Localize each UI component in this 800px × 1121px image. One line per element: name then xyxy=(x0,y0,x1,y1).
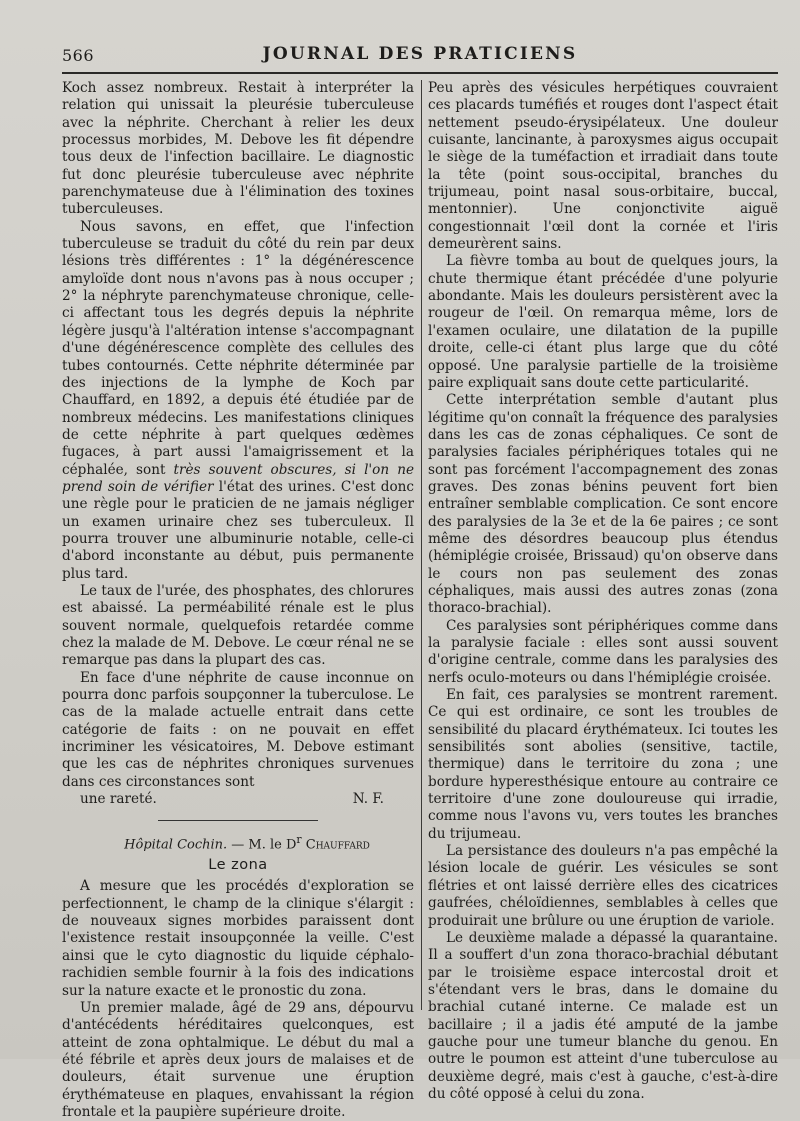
paragraph: Un premier malade, âgé de 29 ans, dépourvu d'antécédents héréditaires quelconques, est atteint de zona ophtalmique. Le début du mal a été fébrile et après deux jours de malaises et de douleurs, était survenue une éruption érythémateuse en plaques, envahissant la région frontale et la paupière supérieure droite. xyxy=(62,999,414,1120)
journal-title: JOURNAL DES PRATICIENS xyxy=(262,44,578,64)
byline-superscript: r xyxy=(296,833,302,847)
paragraph: Ces paralysies sont périphériques comme dans la paralysie faciale : elles sont aussi souvent d'origine centrale, comme dans les paralysies des nerfs oculo-moteurs ou dans l'hémiplégie croisée. xyxy=(428,617,778,686)
italic-text: très souvent obscures, si l'on ne prend soin de vérifier xyxy=(62,461,414,495)
article-title: Le zona xyxy=(208,857,268,874)
page-number: 566 xyxy=(62,46,95,65)
header-rule xyxy=(62,72,778,74)
page-header xyxy=(62,44,778,68)
paragraph: En face d'une néphrite de cause inconnue on pourra donc parfois soupçonner la tuberculose. Le cas de la malade actuelle entrait dans cette catégorie de faits : on ne pouvait en effet incriminer les vésicatoires, M. Debove estimant que les cas de néphrites chroniques survenues dans ces circonstances sont xyxy=(62,669,414,790)
left-column xyxy=(62,80,415,1120)
paragraph: Le deuxième malade a dépassé la quarantaine. Il a souffert d'un zona thoraco-brachial débutant par le troisième espace intercostal droit et s'étendant vers le bras, dans le domaine du brachial cutané interne. Ce malade est un bacillaire ; il a jadis été amputé de la jambe gauche pour une tumeur blanche du genou. En outre le poumon est atteint d'une tuberculose au deuxième degré, mais c'est à gauche, c'est-à-dire du côté opposé à celui du zona. xyxy=(428,929,778,1102)
paragraph: Le taux de l'urée, des phosphates, des chlorures est abaissé. La perméabilité rénale est le plus souvent normale, quelquefois retardée comme chez la malade de M. Debove. Le cœur rénal ne se remarque pas dans la plupart des cas. xyxy=(62,582,414,669)
paragraph: Cette interprétation semble d'autant plus légitime qu'on connaît la fréquence des paralysies dans les cas de zonas céphaliques. Ce sont de paralysies faciales périphériques totales qui ne sont pas forcément l'accompagnement des zonas graves. Des zonas bénins peuvent fort bien entraîner semblable complication. Ce sont encore des paralysies de la 3e et de la 6e paires ; ce sont même des désordres beaucoup plus étendus (hémiplégie croisée, Brissaud) qu'on observe dans le cours non pas seulement des zonas céphaliques, mais aussi des autres zonas (zona thoraco-brachial). xyxy=(428,392,778,617)
hospital-name: Hôpital Cochin. xyxy=(124,837,228,853)
paragraph xyxy=(62,219,414,583)
text-run: l'état des urines. C'est donc une règle pour le praticien de ne jamais négliger un examen urinaire chez ses tuberculeux. Il pourra trouver une albuminurie notable, celle-ci d'abord inconstante au début, puis permanente plus tard. xyxy=(62,478,415,582)
byline-prefix: — M. le D xyxy=(231,837,297,853)
text-run: Nous savons, en effet, que l'infection tuberculeuse se traduit du côté du rein par deux lésions très différentes : 1° la dégénérescence amyloïde dont nous n'avons pas à nous occuper ; 2° la néphryte parenchymateuse chronique, celle-ci affectant tous les degrés depuis la néphrite légère jusqu'à l'altération intense s'accompagnant d'une dégénérescence complète des cellules des tubes contournés. Cette néphrite déterminée par des injections de la lymphe de Koch par Chauffard, en 1892, a depuis été étudiée par de nombreux médecins. Les manifestations cliniques de cette néphrite à part quelques œdèmes fugaces, à part aussi l'amaigrissement et la céphalée, sont xyxy=(62,218,414,478)
author-name: Chauffard xyxy=(305,837,370,853)
right-column xyxy=(428,80,778,1102)
paragraph: A mesure que les procédés d'exploration se perfectionnent, le champ de la clinique s'élargit : de nouveaux signes morbides paraissent dont l'existence restait insoupçonnée la veille. C'est ainsi que le cyto diagnostic du liquide céphalo-rachidien semble fournir à la fois des indications sur la nature exacte et le pronostic du zona. xyxy=(62,878,414,999)
article-byline xyxy=(62,831,414,854)
paragraph: La persistance des douleurs n'a pas empêché la lésion locale de guérir. Les vésicules se sont flétries et ont laissé derrière elles des cicatrices gaufrées, chéloïdiennes, semblables à celles que produirait une brûlure ou une éruption de variole. xyxy=(428,843,778,929)
author-signature: N. F. xyxy=(352,791,384,808)
paragraph: Peu après des vésicules herpétiques couvraient ces placards tuméfiés et rouges dont l'aspect était nettement pseudo-érysipélateux. Une douleur cuisante, lancinante, à paroxysmes aigus occupait le siège de la tuméfaction et irradiait dans toute la tête (point sous-occipital, branches du trijumeau, point nasal sous-orbitaire, buccal, mentonnier). Une conjonctivite aiguë congestionnait l'œil dont la cornée et l'iris demeurèrent sains. xyxy=(428,80,778,253)
paragraph-end-with-signature xyxy=(62,791,414,808)
text-run: une rareté. xyxy=(80,791,157,808)
paragraph: Koch assez nombreux. Restait à interpréter la relation qui unissait la pleurésie tuberculeuse avec la néphrite. Cherchant à relier les deux processus morbides, M. Debove les fit dépendre tous deux de l'infection bacillaire. Le diagnostic fut donc pleurésie tuberculeuse avec néphrite parenchymateuse due à l'élimination des toxines tuberculeuses. xyxy=(62,80,414,218)
section-divider xyxy=(158,820,318,821)
paragraph: La fièvre tomba au bout de quelques jours, la chute thermique étant précédée d'une polyurie abondante. Mais les douleurs persistèrent avec la rougeur de l'œil. On remarqua même, lors de l'examen oculaire, une dilatation de la pupille droite, celle-ci étant plus large que du côté opposé. Une paralysie partielle de la troisième paire expliquait sans doute cette particularité. xyxy=(428,253,778,391)
paragraph: En fait, ces paralysies se montrent rarement. Ce qui est ordinaire, ce sont les troubles de sensibilité du placard érythémateux. Ici toutes les sensibilités sont abolies (sensitive, tactile, thermique) dans le territoire du zona ; une bordure hyperesthésique entoure au contraire ce territoire d'une zone douloureuse qui irradie, comme nous l'avons vu, vers toutes les branches du trijumeau. xyxy=(428,687,778,842)
column-rule xyxy=(421,80,422,1010)
